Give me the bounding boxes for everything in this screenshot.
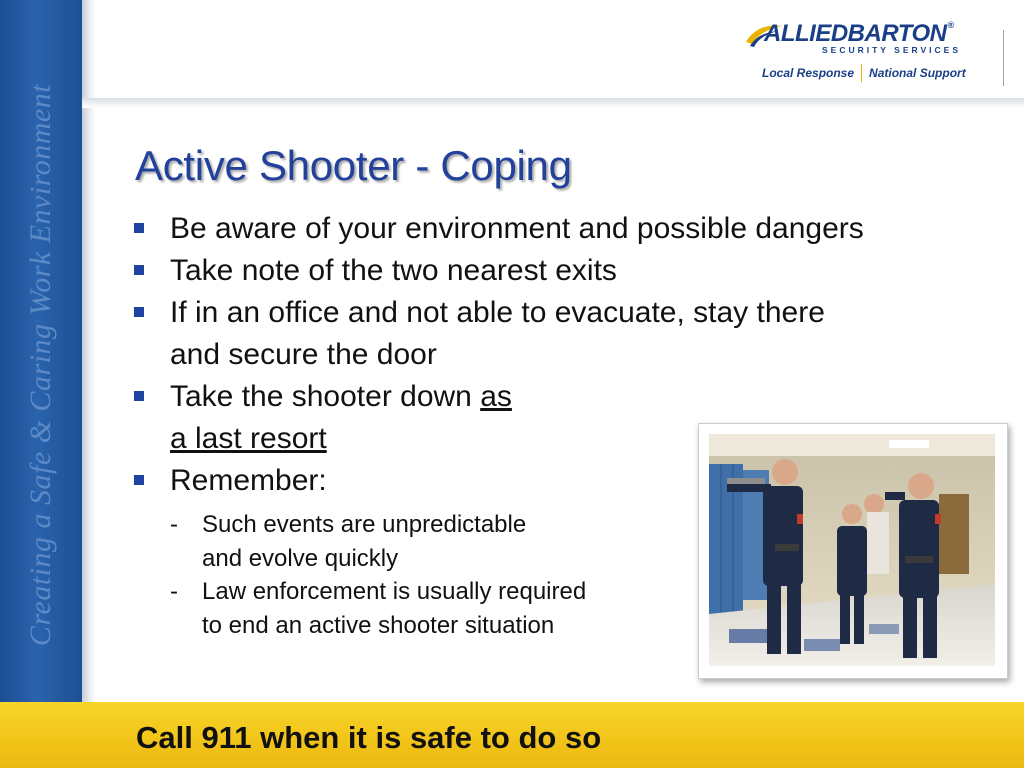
- sub-text-line1: Such events are unpredictable: [202, 511, 527, 538]
- bullet-square-icon: [134, 223, 144, 233]
- logo-rule: [1003, 30, 1004, 86]
- logo-tag-national: National Support: [869, 66, 966, 80]
- sidebar: [0, 0, 82, 702]
- bullet-item: [132, 208, 992, 250]
- bullet-text-line1: If in an office and not able to evacuate, stay there: [170, 296, 825, 329]
- sub-text-line2: and evolve quickly: [202, 544, 399, 572]
- bullet-square-icon: [134, 391, 144, 401]
- logo-name: ALLIEDBARTON®: [764, 20, 954, 47]
- bullet-square-icon: [134, 307, 144, 317]
- slide-title: Active Shooter - Coping: [135, 142, 572, 189]
- bottom-banner: [0, 702, 1024, 768]
- sidebar-tagline: Creating a Safe & Caring Work Environment: [24, 83, 57, 647]
- bullet-emphasis: as: [480, 380, 512, 413]
- logo-tag-local: Local Response: [762, 66, 855, 80]
- officers-photo-image: [709, 434, 995, 666]
- bullet-text: Remember:: [170, 464, 327, 497]
- sub-dash: -: [170, 511, 178, 538]
- logo-tagline: [762, 64, 966, 82]
- bullet-text: Take the shooter down: [170, 380, 481, 413]
- bullet-item: [132, 292, 992, 376]
- bullet-item: [132, 250, 992, 292]
- banner-text: Call 911 when it is safe to do so: [136, 720, 602, 755]
- sub-dash: -: [170, 578, 178, 605]
- sub-text-line2: to end an active shooter situation: [202, 611, 555, 639]
- sub-text-line1: Law enforcement is usually required: [202, 578, 587, 605]
- logo-registered-mark: ®: [947, 20, 954, 30]
- logo-subtitle: SECURITY SERVICES: [822, 45, 962, 55]
- bullet-square-icon: [134, 265, 144, 275]
- logo-tag-divider: [861, 64, 862, 82]
- bullet-square-icon: [134, 475, 144, 485]
- bullet-text-line2: and secure the door: [170, 338, 437, 371]
- bullet-text: Take note of the two nearest exits: [170, 254, 617, 287]
- header-divider: [82, 98, 1024, 108]
- bullet-text: Be aware of your environment and possible dangers: [170, 212, 864, 245]
- alliedbarton-logo: [744, 16, 1000, 86]
- bullet-emphasis: a last resort: [170, 422, 327, 455]
- officers-photo: [698, 423, 1008, 679]
